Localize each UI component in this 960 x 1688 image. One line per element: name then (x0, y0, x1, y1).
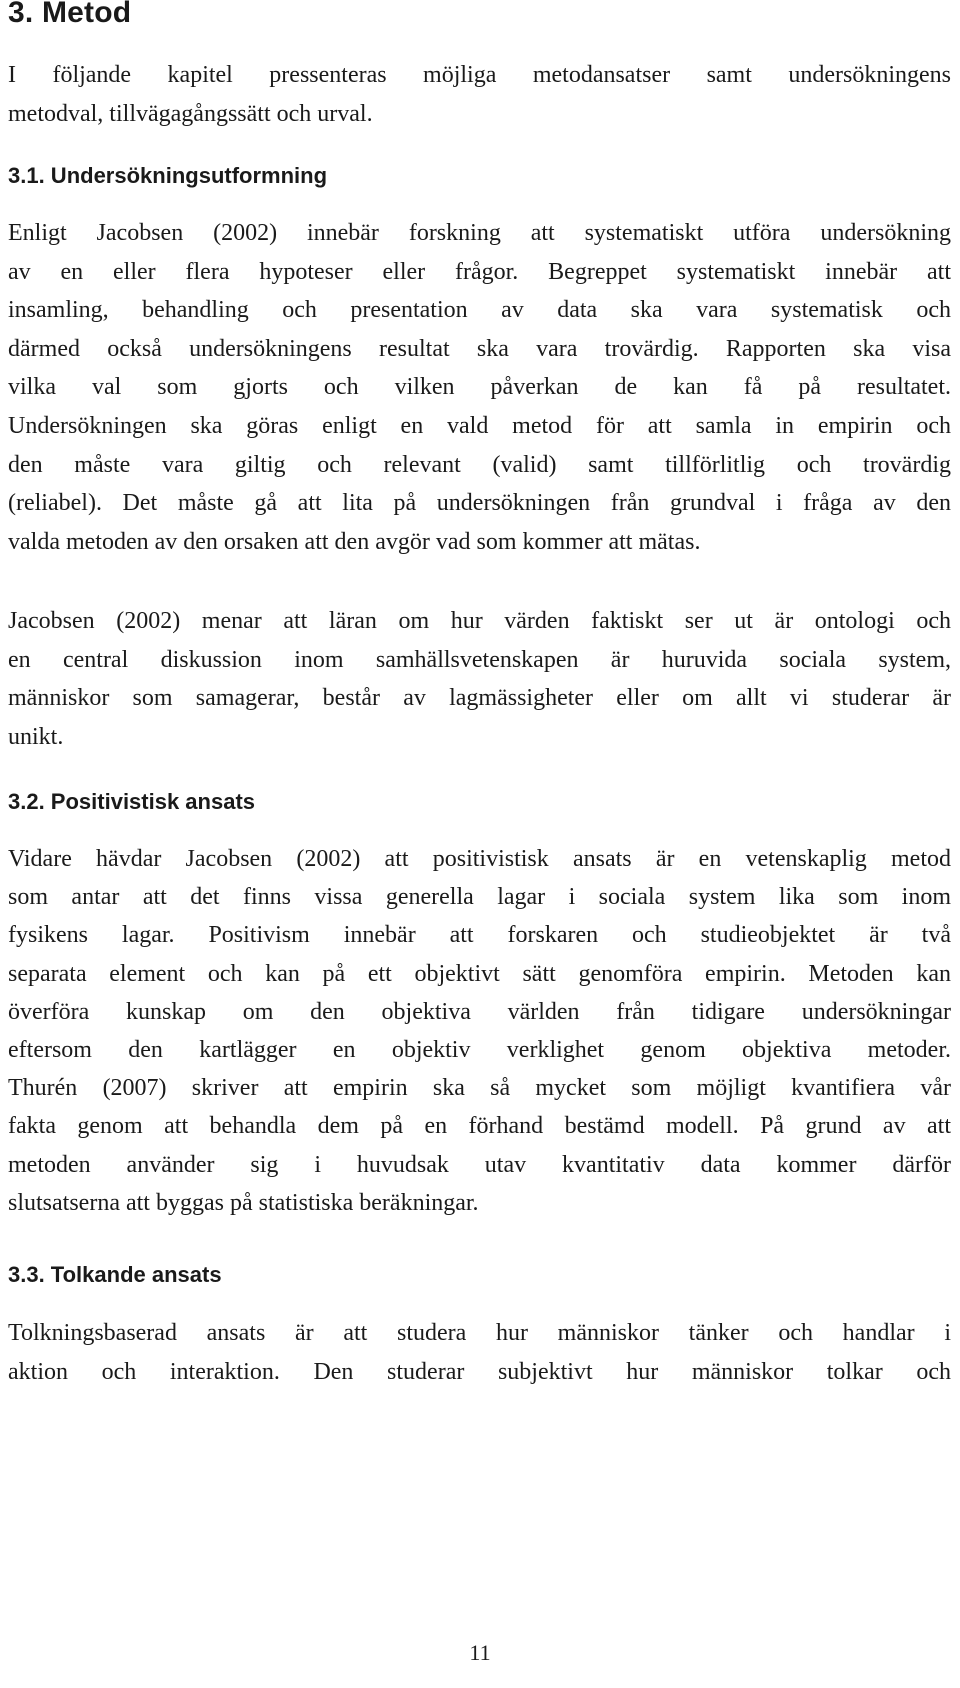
text-line: metoden använder sig i huvudsak utav kvantitativ data kommer därför (8, 1151, 951, 1178)
text-line: människor som samagerar, består av lagmässigheter eller om allt vi studerar är (8, 685, 951, 712)
section-3-3-paragraph-1 (8, 1314, 951, 1391)
text-line: fysikens lagar. Positivism innebär att forskaren och studieobjektet är två (8, 922, 951, 949)
document-page (8, 0, 952, 1688)
text-line: eftersom den kartlägger en objektiv verklighet genom objektiva metoder. (8, 1037, 951, 1064)
text-line: Vidare hävdar Jacobsen (2002) att positivistisk ansats är en vetenskaplig metod (8, 846, 951, 872)
section-3-1-paragraph-2 (8, 602, 951, 756)
text-line: den måste vara giltig och relevant (valid) samt tillförlitlig och trovärdig (8, 451, 951, 478)
text-line: slutsatserna att byggas på statistiska beräkningar. (8, 1189, 479, 1216)
text-line: insamling, behandling och presentation av data ska vara systematisk och (8, 297, 951, 324)
text-line: överföra kunskap om den objektiva världen från tidigare undersökningar (8, 998, 951, 1025)
text-line: Tolkningsbaserad ansats är att studera hur människor tänker och handlar i (8, 1320, 951, 1346)
section-heading-3-3: 3.3. Tolkande ansats (8, 1262, 222, 1287)
chapter-heading: 3. Metod (8, 0, 132, 29)
section-3-1-paragraph-1 (8, 214, 951, 561)
text-line: I följande kapitel pressenteras möjliga metodansatser samt undersökningens (8, 62, 951, 88)
text-line: Thurén (2007) skriver att empirin ska så mycket som möjligt kvantifiera vår (8, 1075, 951, 1102)
text-line: aktion och interaktion. Den studerar subjektivt hur människor tolkar och (8, 1358, 951, 1385)
intro-paragraph (8, 56, 951, 133)
text-line: av en eller flera hypoteser eller frågor. Begreppet systematiskt innebär att (8, 258, 951, 285)
text-line: (reliabel). Det måste gå att lita på undersökningen från grundval i fråga av den (8, 490, 951, 517)
text-line: Undersökningen ska göras enligt en vald metod för att samla in empirin och (8, 412, 951, 439)
text-line: metodval, tillvägagångssätt och urval. (8, 100, 373, 127)
section-heading-3-1: 3.1. Undersökningsutformning (8, 163, 328, 188)
text-line: valda metoden av den orsaken att den avgör vad som kommer att mätas. (8, 528, 701, 555)
text-line: vilka val som gjorts och vilken påverkan de kan få på resultatet. (8, 374, 951, 401)
text-line: fakta genom att behandla dem på en förhand bestämd modell. På grund av att (8, 1113, 951, 1140)
section-heading-3-2: 3.2. Positivistisk ansats (8, 789, 256, 814)
page-number: 11 (469, 1640, 491, 1665)
text-line: Jacobsen (2002) menar att läran om hur värden faktiskt ser ut är ontologi och (8, 608, 951, 634)
text-line: unikt. (8, 723, 64, 750)
text-line: Enligt Jacobsen (2002) innebär forskning att systematiskt utföra undersökning (8, 220, 951, 246)
text-line: separata element och kan på ett objektivt sätt genomföra empirin. Metoden kan (8, 960, 951, 987)
text-line: därmed också undersökningens resultat ska vara trovärdig. Rapporten ska visa (8, 335, 951, 362)
section-3-2-paragraph-1 (8, 840, 951, 1222)
text-line: som antar att det finns vissa generella lagar i sociala system lika som inom (8, 884, 951, 911)
text-line: en central diskussion inom samhällsvetenskapen är huruvida sociala system, (8, 646, 951, 673)
